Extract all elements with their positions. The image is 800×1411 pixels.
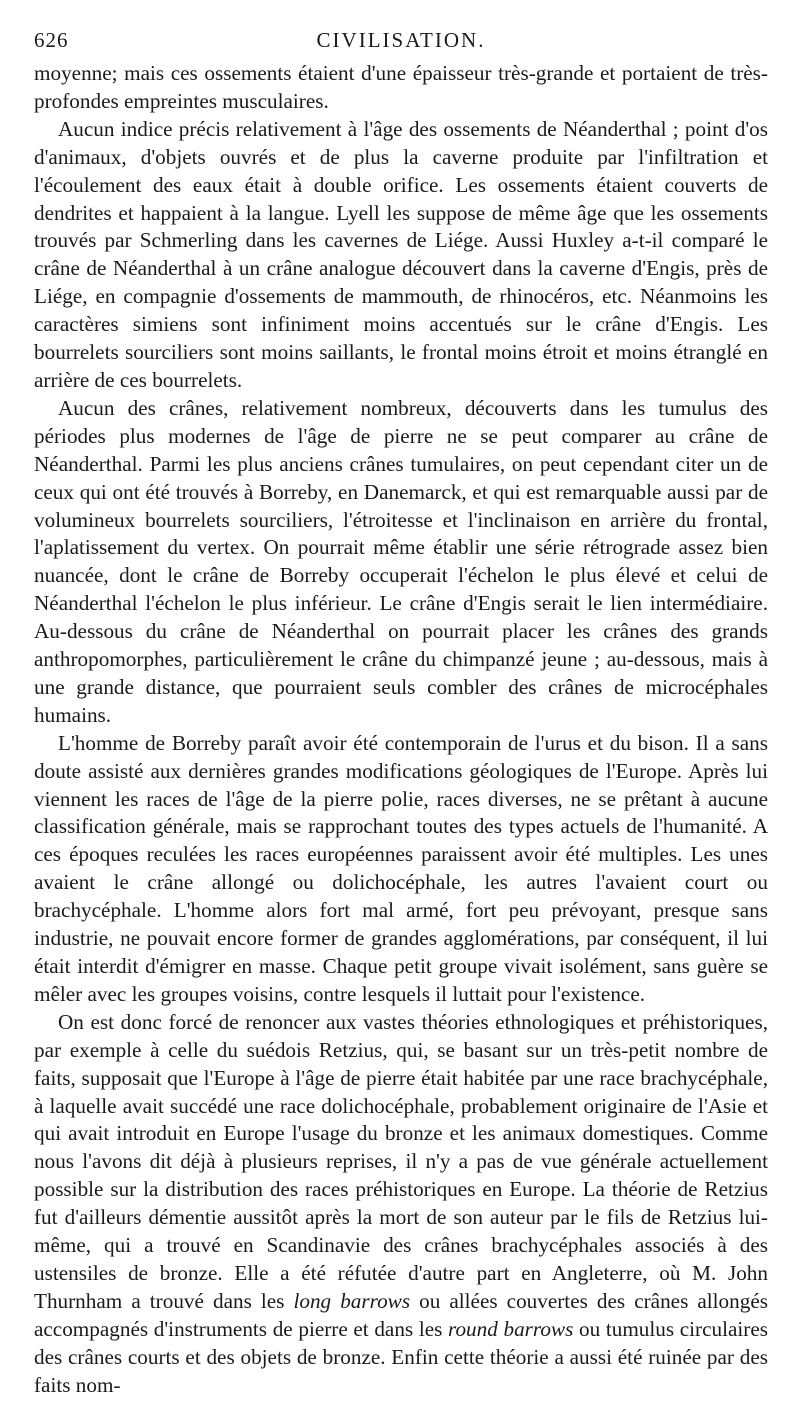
paragraph-4-text: L'homme de Borreby paraît avoir été contemporain de l'urus et du bison. Il a sans doute assisté aux dernières grandes modifications géologiques de l'Europe. Après lui viennent les races de l'âge de la pierre polie, races diverses, ne se prêtant à aucune classification générale, mais se rapprochant toutes des types actuels de l'humanité. A ces époques reculées les races européennes paraissent avoir été multiples. Les unes avaient le crâne allongé ou dolichocéphale, les autres l'avaient court ou brachycéphale. L'homme alors fort mal armé, fort peu prévoyant, presque sans industrie, ne pouvait encore former de grandes agglomérations, par conséquent, il lui était interdit d'émigrer en masse. Chaque petit groupe vivait isolément, sans guère se mêler avec les groupes voisins, contre lesquels il luttait pour l'existence.	[34, 730, 768, 1006]
running-title: CIVILISATION.	[316, 28, 486, 52]
paragraph-5-text: On est donc forcé de renoncer aux vastes théories ethnologiques et préhistoriques, par exemple à celle du suédois Retzius, qui, se basant sur un très-petit nombre de faits, supposait que l'Europe à l'âge de pierre était habitée par une race brachycéphale, à laquelle avait succédé une race dolichocéphale, probablement originaire de l'Asie et qui avait introduit en Europe l'usage du bronze et les animaux domestiques. Comme nous l'avons dit déjà à plusieurs reprises, il n'y a pas de vue générale actuellement possible sur la distribution des races préhistoriques en Europe. La théorie de Retzius fut d'ailleurs démentie aussitôt après la mort de son auteur par le fils de Retzius lui-même, qui a trouvé en Scandinavie des crânes brachycéphales associés à des ustensiles de bronze. Elle a été réfutée d'autre part en Angleterre, où M. John Thurnham a trouvé dans les	[34, 1009, 768, 1313]
paragraph-1	[34, 60, 768, 116]
paragraph-5	[34, 1009, 768, 1400]
paragraph-2	[34, 116, 768, 395]
body-text	[34, 60, 768, 1400]
paragraph-1-text: moyenne; mais ces ossements étaient d'une épaisseur très-grande et portaient de très-profondes empreintes musculaires.	[34, 61, 768, 113]
running-head	[34, 20, 768, 60]
paragraph-5-text-cont: ou allées couvertes des crânes allongés accompagnés d'instruments de pierre et dans les	[34, 1288, 768, 1341]
paragraph-2-text: Aucun indice précis relativement à l'âge des ossements de Néanderthal ; point d'os d'animaux, d'objets ouvrés et de plus la caverne produite par l'infiltration et l'écoulement des eaux était à double orifice. Les ossements étaient couverts de dendrites et happaient à la langue. Lyell les suppose de même âge que les ossements trouvés par Schmerling dans les cavernes de Liége. Aussi Huxley a-t-il comparé le crâne de Néanderthal à un crâne analogue découvert dans la caverne d'Engis, près de Liége, en compagnie d'ossements de mammouth, de rhinocéros, etc. Néanmoins les caractères simiens sont infiniment moins accentués sur le crâne d'Engis. Les bourrelets sourciliers sont moins saillants, le frontal moins étroit et moins étranglé en arrière de ces bourrelets.	[34, 116, 768, 392]
italic-term-long-barrows: long barrows	[293, 1288, 411, 1313]
paragraph-3-text: Aucun des crânes, relativement nombreux, découverts dans les tumulus des périodes plus modernes de l'âge de pierre ne se peut comparer au crâne de Néanderthal. Parmi les plus anciens crânes tumulaires, on peut cependant citer un de ceux qui ont été trouvés à Borreby, en Danemarck, et qui est remarquable aussi par de volumineux bourrelets sourciliers, l'étroitesse et l'inclinaison en arrière du frontal, l'aplatissement du vertex. On pourrait même établir une série rétrograde assez bien nuancée, dont le crâne de Borreby occuperait l'échelon le plus élevé et celui de Néanderthal l'échelon le plus inférieur. Le crâne d'Engis serait le lien intermédiaire. Au-dessous du crâne de Néanderthal on pourrait placer les crânes des grands anthropomorphes, particulièrement le crâne du chimpanzé jeune ; au-dessous, mais à une grande distance, que pourraient seuls combler des crânes de microcéphales humains.	[34, 395, 768, 727]
paragraph-5-text-end: ou tumulus circulaires des crânes courts et des objets de bronze. Enfin cette théorie a aussi été ruinée par des faits nom-	[34, 1316, 768, 1397]
paragraph-3	[34, 395, 768, 730]
page-number: 626	[34, 28, 69, 52]
paragraph-4	[34, 730, 768, 1009]
book-page	[34, 20, 768, 1400]
italic-term-round-barrows: round barrows	[448, 1316, 574, 1341]
